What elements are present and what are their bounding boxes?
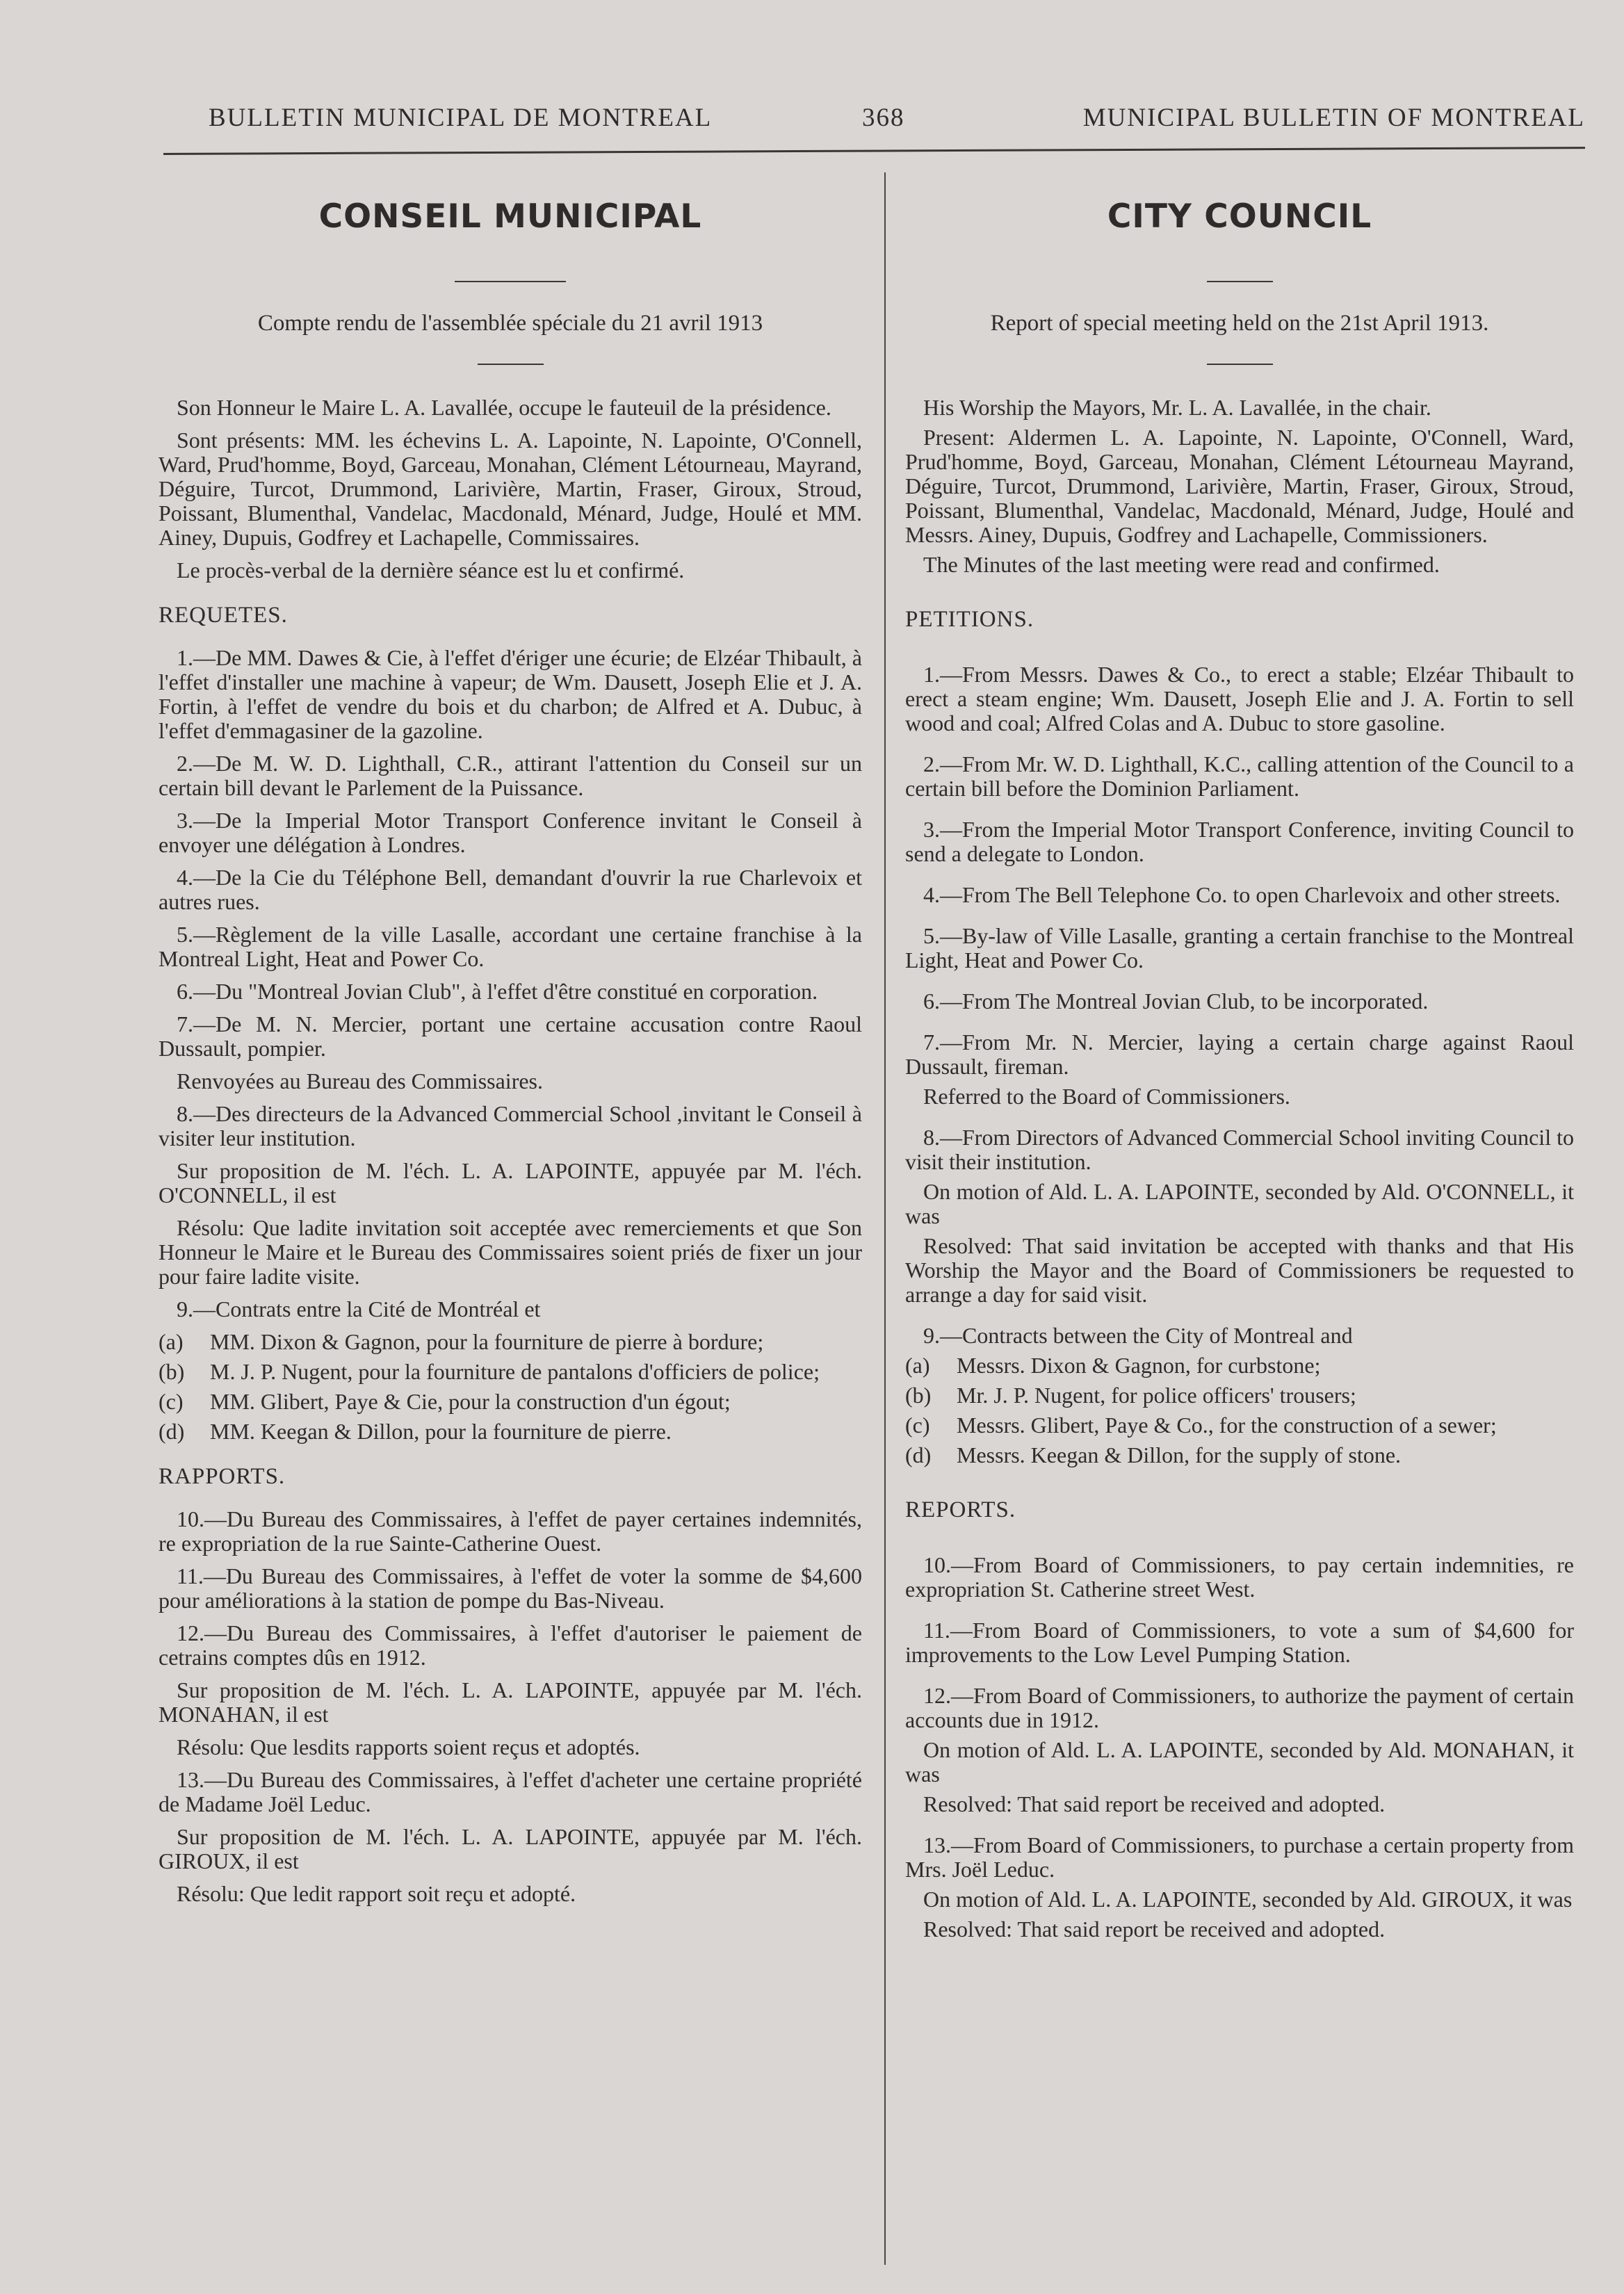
- motion: Sur proposition de M. l'éch. L. A. LAPOINTE, appuyée par M. l'éch. GIROUX, il est: [159, 1824, 862, 1873]
- list-item: 9.—Contrats entre la Cité de Montréal et: [177, 1296, 541, 1321]
- section-heading-rapports: RAPPORTS.: [159, 1464, 286, 1489]
- list-item: 8.—Des directeurs de la Advanced Commercial School ,invitant le Conseil à visiter leur institution.: [159, 1101, 862, 1150]
- item-marker: (a): [905, 1353, 930, 1378]
- item-marker: (c): [159, 1389, 184, 1414]
- english-contracts: [905, 1353, 1574, 1467]
- item-marker: (b): [159, 1359, 185, 1384]
- list-item: 8.—From Directors of Advanced Commercial School inviting Council to visit their institution.: [905, 1125, 1574, 1174]
- running-header: [160, 97, 1592, 139]
- list-item: 4.—From The Bell Telephone Co. to open Charlevoix and other streets.: [923, 882, 1561, 907]
- item-text: Messrs. Glibert, Paye & Co., for the construction of a sewer;: [957, 1413, 1497, 1438]
- english-column: [905, 174, 1574, 1947]
- french-subtitle: Compte rendu de l'assemblée spéciale du 21 avril 1913: [257, 311, 763, 336]
- contract-item: [159, 1419, 862, 1444]
- contract-item: [905, 1413, 1574, 1438]
- contract-item: [905, 1353, 1574, 1378]
- subtitle-rule: [1207, 364, 1273, 365]
- motion: On motion of Ald. L. A. LAPOINTE, seconded by Ald. O'CONNELL, it was: [905, 1179, 1574, 1228]
- section-heading-requetes: REQUETES.: [159, 603, 288, 628]
- list-item: 5.—By-law of Ville Lasalle, granting a certain franchise to the Montreal Light, Heat and Power Co.: [905, 923, 1574, 973]
- motion: On motion of Ald. L. A. LAPOINTE, seconded by Ald. MONAHAN, it was: [905, 1737, 1574, 1787]
- list-item: 1.—From Messrs. Dawes & Co., to erect a stable; Elzéar Thibault to erect a steam engine; Wm. Dausett, Joseph Elie and J. A. Fortin to sell wood and coal; Alfred Colas and A. Dubuc to store gasoline.: [905, 662, 1574, 735]
- section-heading-petitions: PETITIONS.: [905, 607, 1034, 632]
- contract-item: [905, 1383, 1574, 1408]
- item-marker: (d): [905, 1442, 932, 1467]
- english-subtitle: Report of special meeting held on the 21st April 1913.: [990, 311, 1489, 336]
- list-item: 2.—From Mr. W. D. Lighthall, K.C., calling attention of the Council to a certain bill before the Dominion Parliament.: [905, 751, 1574, 801]
- contract-item: [159, 1330, 862, 1354]
- english-reports: [905, 1553, 1574, 1942]
- item-text: Messrs. Keegan & Dillon, for the supply of stone.: [957, 1442, 1402, 1467]
- header-title-french: BULLETIN MUNICIPAL DE MONTREAL: [209, 104, 713, 132]
- contract-item: [159, 1360, 862, 1384]
- contract-item: [905, 1443, 1574, 1467]
- title-rule: [1207, 281, 1273, 282]
- referral-note: Renvoyées au Bureau des Commissaires.: [177, 1068, 543, 1093]
- list-item: 3.—From the Imperial Motor Transport Conference, inviting Council to send a delegate to London.: [905, 817, 1574, 866]
- item-text: M. J. P. Nugent, pour la fourniture de pantalons d'officiers de police;: [210, 1359, 820, 1384]
- list-item: 6.—Du "Montreal Jovian Club", à l'effet d'être constitué en corporation.: [177, 979, 818, 1004]
- section-heading-reports: REPORTS.: [905, 1497, 1016, 1522]
- item-marker: (d): [159, 1419, 185, 1444]
- english-title: CITY COUNCIL: [1107, 197, 1372, 236]
- list-item: 7.—De M. N. Mercier, portant une certaine accusation contre Raoul Dussault, pompier.: [159, 1011, 862, 1061]
- resolution: Resolved: That said report be received and adopted.: [923, 1791, 1386, 1816]
- list-item: 4.—De la Cie du Téléphone Bell, demandant d'ouvrir la rue Charlevoix et autres rues.: [159, 865, 862, 914]
- resolution: Résolu: Que ledit rapport soit reçu et adopté.: [177, 1881, 576, 1906]
- paragraph: His Worship the Mayors, Mr. L. A. Lavallée, in the chair.: [923, 395, 1431, 420]
- list-item: 12.—Du Bureau des Commissaires, à l'effet d'autoriser le paiement de cetrains comptes dûs en 1912.: [159, 1620, 862, 1670]
- paragraph: Sont présents: MM. les échevins L. A. Lapointe, N. Lapointe, O'Connell, Ward, Prud'homme, Boyd, Garceau, Monahan, Clément Létourneau, Mayrand, Déguire, Turcot, Drummond, Larivière, Martin, Fraser, Giroux, Stroud, Poissant, Blumenthal, Vandelac, Macdonald, Ménard, Judge, Houlé et MM. Ainey, Dupuis, Godfrey et Lachapelle, Commissaires.: [159, 428, 862, 550]
- item-text: Messrs. Dixon & Gagnon, for curbstone;: [957, 1353, 1321, 1378]
- item-text: MM. Keegan & Dillon, pour la fourniture de pierre.: [210, 1419, 672, 1444]
- list-item: 13.—From Board of Commissioners, to purchase a certain property from Mrs. Joël Leduc.: [905, 1832, 1574, 1882]
- header-title-english: MUNICIPAL BULLETIN OF MONTREAL: [1082, 104, 1585, 132]
- french-contrats: [159, 1330, 862, 1444]
- resolution: Resolved: That said invitation be accepted with thanks and that His Worship the Mayor and the Board of Commissioners be requested to arrange a day for said visit.: [905, 1233, 1574, 1307]
- list-item: 2.—De M. W. D. Lighthall, C.R., attirant l'attention du Conseil sur un certain bill devant le Parlement de la Puissance.: [159, 751, 862, 800]
- page-number: 368: [862, 104, 905, 132]
- column-divider: [884, 172, 886, 2265]
- item-marker: (b): [905, 1383, 932, 1408]
- french-title: CONSEIL MUNICIPAL: [318, 197, 702, 236]
- item-text: MM. Dixon & Gagnon, pour la fourniture de pierre à bordure;: [210, 1329, 764, 1354]
- title-rule: [455, 281, 566, 282]
- list-item: 11.—Du Bureau des Commissaires, à l'effet de voter la somme de $4,600 pour améliorations à la station de pompe du Bas-Niveau.: [159, 1563, 862, 1613]
- paragraph: Present: Aldermen L. A. Lapointe, N. Lapointe, O'Connell, Ward, Prud'homme, Boyd, Garceau, Monahan, Clément Létourneau Mayrand, Déguire, Turcot, Drummond, Larivière, Martin, Fraser, Giroux, Stroud, Poissant, Blumenthal, Vandelac, Macdonald, Ménard, Judge, Houlé and Messrs. Ainey, Dupuis, Godfrey and Lachapelle, Commissioners.: [905, 425, 1574, 547]
- list-item: 10.—From Board of Commissioners, to pay certain indemnities, re expropriation St. Catherine street West.: [905, 1552, 1574, 1602]
- item-text: MM. Glibert, Paye & Cie, pour la construction d'un égout;: [210, 1389, 731, 1414]
- list-item: 3.—De la Imperial Motor Transport Conference invitant le Conseil à envoyer une délégation à Londres.: [159, 808, 862, 857]
- list-item: 7.—From Mr. N. Mercier, laying a certain charge against Raoul Dussault, fireman.: [905, 1030, 1574, 1079]
- list-item: 11.—From Board of Commissioners, to vote a sum of $4,600 for improvements to the Low Level Pumping Station.: [905, 1618, 1574, 1667]
- list-item: 10.—Du Bureau des Commissaires, à l'effet de payer certaines indemnités, re expropriation de la rue Sainte-Catherine Ouest.: [159, 1506, 862, 1556]
- list-item: 6.—From The Montreal Jovian Club, to be incorporated.: [923, 989, 1429, 1014]
- resolution: Résolu: Que lesdits rapports soient reçus et adoptés.: [177, 1734, 640, 1759]
- item-text: Mr. J. P. Nugent, for police officers' trousers;: [957, 1383, 1356, 1408]
- paragraph: The Minutes of the last meeting were read and confirmed.: [923, 552, 1440, 577]
- list-item: 1.—De MM. Dawes & Cie, à l'effet d'ériger une écurie; de Elzéar Thibault, à l'effet d'installer une machine à vapeur; de Wm. Dausett, Joseph Elie et J. A. Fortin, à l'effet de vendre du bois et du charbon; de Alfred et A. Dubuc, à l'effet d'emmagasiner de la gazoline.: [159, 645, 862, 743]
- english-intro: [905, 396, 1574, 577]
- motion: On motion of Ald. L. A. LAPOINTE, seconded by Ald. GIROUX, it was: [923, 1887, 1573, 1912]
- motion: Sur proposition de M. l'éch. L. A. LAPOINTE, appuyée par M. l'éch. O'CONNELL, il est: [159, 1158, 862, 1207]
- list-item: 13.—Du Bureau des Commissaires, à l'effet d'acheter une certaine propriété de Madame Joël Leduc.: [159, 1767, 862, 1816]
- item-marker: (a): [159, 1329, 184, 1354]
- resolution: Résolu: Que ladite invitation soit acceptée avec remerciements et que Son Honneur le Maire et le Bureau des Commissaires soient priés de fixer un jour pour faire ladite visite.: [159, 1215, 862, 1289]
- subtitle-rule: [478, 364, 544, 365]
- paragraph: Son Honneur le Maire L. A. Lavallée, occupe le fauteuil de la présidence.: [177, 395, 831, 420]
- list-item: 5.—Règlement de la ville Lasalle, accordant une certaine franchise à la Montreal Light, Heat and Power Co.: [159, 922, 862, 971]
- item-marker: (c): [905, 1413, 930, 1438]
- list-item: 9.—Contracts between the City of Montreal and: [923, 1323, 1353, 1348]
- list-item: 12.—From Board of Commissioners, to authorize the payment of certain accounts due in 1912.: [905, 1683, 1574, 1732]
- resolution: Resolved: That said report be received and adopted.: [923, 1917, 1386, 1942]
- referral-note: Referred to the Board of Commissioners.: [923, 1084, 1290, 1109]
- french-intro: [159, 396, 862, 583]
- english-petitions: [905, 662, 1574, 1348]
- french-requetes: [159, 646, 862, 1321]
- paragraph: Le procès-verbal de la dernière séance est lu et confirmé.: [177, 558, 685, 583]
- contract-item: [159, 1390, 862, 1414]
- motion: Sur proposition de M. l'éch. L. A. LAPOINTE, appuyée par M. l'éch. MONAHAN, il est: [159, 1677, 862, 1727]
- header-rule: [163, 147, 1585, 155]
- french-column: [159, 174, 862, 1914]
- french-rapports: [159, 1507, 862, 1906]
